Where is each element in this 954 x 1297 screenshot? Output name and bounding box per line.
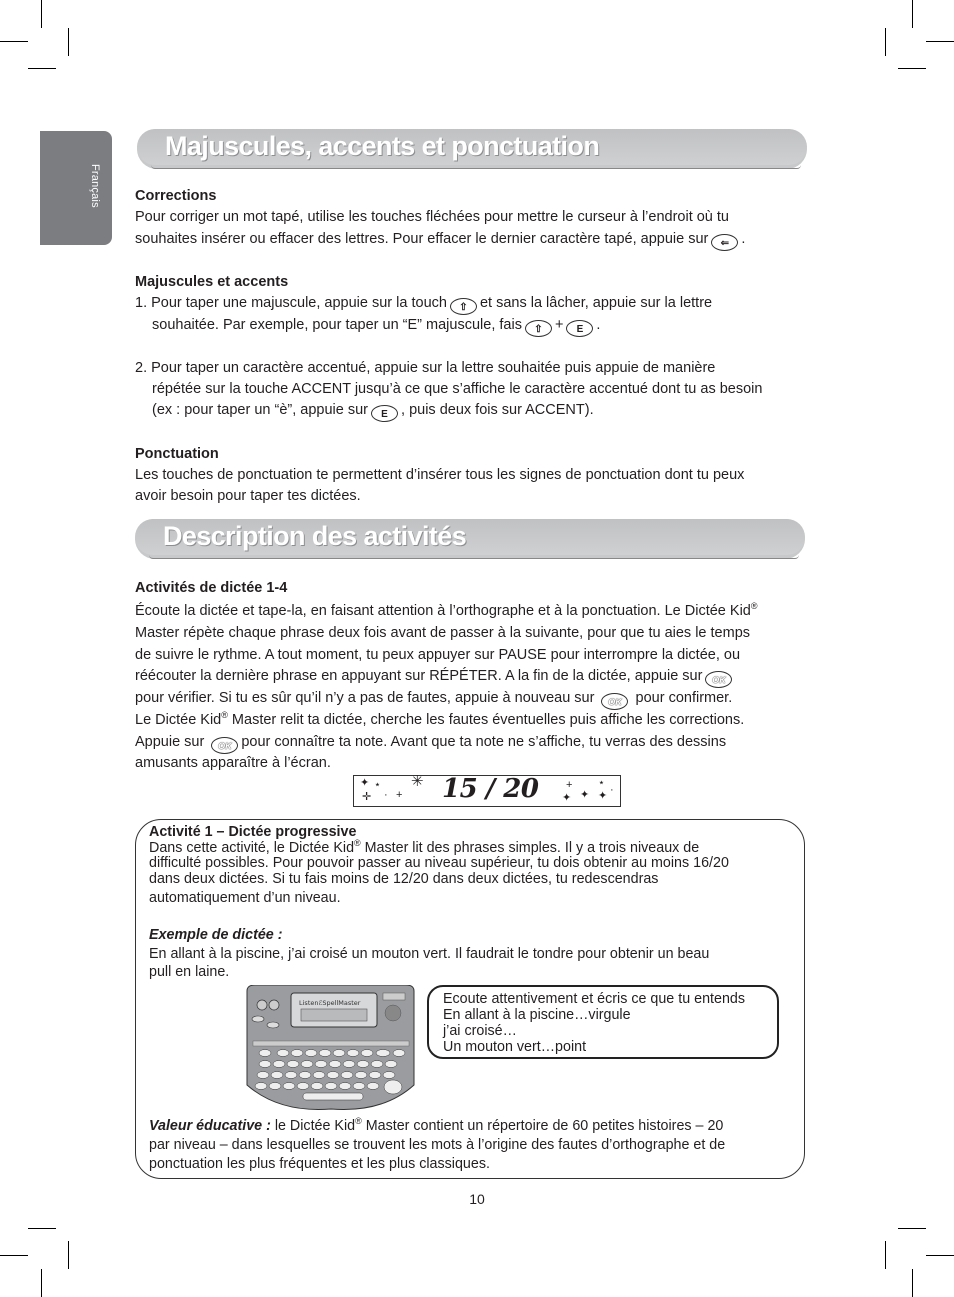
bubble-line: Ecoute attentivement et écris ce que tu entends xyxy=(443,991,746,1007)
majuscules-item2: répétée sur la touche ACCENT jusqu’à ce que s’affiche le caractère accentué dont tu as besoin xyxy=(152,381,763,397)
crop-mark xyxy=(41,1269,42,1297)
section-title: Description des activités xyxy=(163,521,467,551)
crop-mark xyxy=(926,1255,954,1256)
activites-text: réécouter la dernière phrase en appuyant sur RÉPÉTER. A la fin de la dictée, appuie sur OK xyxy=(135,666,735,688)
activites-text: de suivre le rythme. A tout moment, tu peux appuyer sur PAUSE pour interrompre la dictée, ou xyxy=(135,647,741,663)
crop-mark xyxy=(0,41,28,42)
educational-value-text: ponctuation les plus fréquentes et les plus classiques. xyxy=(149,1156,490,1172)
crop-mark xyxy=(885,28,886,56)
star-icon: ✦ xyxy=(598,790,608,802)
example-heading: Exemple de dictée : xyxy=(149,927,283,943)
corrections-text: souhaites insérer ou effacer des lettres. Pour effacer le dernier caractère tapé, appuie sur ⇐ . xyxy=(135,231,746,249)
example-text: En allant à la piscine, j’ai croisé un mouton vert. Il faudrait le tondre pour obtenir un beau xyxy=(149,946,710,962)
e-key-icon: E xyxy=(371,405,398,422)
section-title: Majuscules, accents et ponctuation xyxy=(165,131,600,161)
activites-text: Écoute la dictée et tape-la, en faisant attention à l’orthographe et à la ponctuation. Le Dictée Kid® xyxy=(135,601,758,619)
example-text: pull en laine. xyxy=(149,964,230,980)
page-number: 10 xyxy=(469,1191,485,1207)
dictee-device-illustration xyxy=(243,985,418,1110)
bubble-line: j’ai croisé… xyxy=(443,1023,517,1039)
majuscules-item2: 2. Pour taper un caractère accentué, appuie sur la lettre souhaitée puis appuie de manière xyxy=(135,360,716,376)
svg-text:ListenℰSpellMaster: ListenℰSpellMaster xyxy=(299,999,361,1007)
star-icon: ⋆ xyxy=(374,779,381,791)
crop-mark xyxy=(898,68,926,69)
bubble-line: Un mouton vert…point xyxy=(443,1039,587,1055)
score-value: 15 / 20 xyxy=(442,774,539,804)
star-icon: ⋆ xyxy=(598,777,605,789)
crop-mark xyxy=(0,1255,28,1256)
crop-mark xyxy=(41,0,42,28)
section-banner-activites xyxy=(135,519,805,559)
activity1-text: dans deux dictées. Si tu fais moins de 12/20 dans deux dictées, tu redescendras xyxy=(149,871,659,887)
ok-key-icon: OK xyxy=(211,737,238,754)
language-tab xyxy=(40,131,112,245)
corrections-heading: Corrections xyxy=(135,188,217,204)
educational-value-text: par niveau – dans lesquelles se trouvent les mots à l’origine des fautes d’orthographe et de xyxy=(149,1137,726,1153)
star-icon: · xyxy=(384,789,388,801)
e-key-icon: E xyxy=(566,320,593,337)
star-icon: + xyxy=(396,789,403,801)
activites-text: Appuie sur OK pour connaître ta note. Avant que ta note ne s’affiche, tu verras des dessins xyxy=(135,732,726,754)
corrections-text: Pour corriger un mot tapé, utilise les touches fléchées pour mettre le curseur à l’endroit où tu xyxy=(135,209,729,225)
majuscules-item2: (ex : pour taper un “è”, appuie sur E , puis deux fois sur ACCENT). xyxy=(152,402,594,420)
crop-mark xyxy=(912,0,913,28)
crop-mark xyxy=(28,1228,56,1229)
activity1-text: automatiquement d’un niveau. xyxy=(149,890,341,906)
crop-mark xyxy=(898,1228,926,1229)
activites-text: Master répète chaque phrase deux fois avant de passer à la suivante, pour que tu aies le temps xyxy=(135,625,751,641)
ponctuation-text: Les touches de ponctuation te permettent d’insérer tous les signes de ponctuation dont tu peux xyxy=(135,467,745,483)
bubble-line: En allant à la piscine…virgule xyxy=(443,1007,631,1023)
shift-key-icon: ⇧ xyxy=(525,320,552,337)
crop-mark xyxy=(68,1241,69,1269)
crop-mark xyxy=(926,41,954,42)
star-icon: ✦ xyxy=(360,777,370,789)
crop-mark xyxy=(68,28,69,56)
activity1-title: Activité 1 – Dictée progressive xyxy=(149,824,357,840)
star-icon: ✦ xyxy=(562,792,572,804)
ponctuation-heading: Ponctuation xyxy=(135,446,219,462)
star-icon: ✦ xyxy=(580,789,590,801)
star-icon: ✳ xyxy=(411,773,424,790)
shift-key-icon: ⇧ xyxy=(450,298,477,315)
crop-mark xyxy=(28,68,56,69)
speech-bubble xyxy=(427,985,779,1059)
activity1-text: difficulté possibles. Pour pouvoir passer au niveau supérieur, tu dois obtenir au moins 16/20 xyxy=(149,855,729,871)
majuscules-item1: souhaitée. Par exemple, pour taper un “E” majuscule, fais ⇧ + E . xyxy=(152,317,601,335)
star-icon: · xyxy=(610,784,614,796)
star-icon: ✛ xyxy=(362,791,372,803)
activites-text: amusants apparaître à l’écran. xyxy=(135,755,331,771)
majuscules-heading: Majuscules et accents xyxy=(135,274,289,290)
crop-mark xyxy=(912,1269,913,1297)
language-tab-label: Français xyxy=(89,164,101,208)
activites-heading: Activités de dictée 1-4 xyxy=(135,580,288,596)
score-display xyxy=(353,775,621,807)
star-icon: + xyxy=(566,779,573,791)
activity1-text: Dans cette activité, le Dictée Kid® Master lit des phrases simples. Il y a trois niveaux de xyxy=(149,838,700,856)
educational-value-text: Valeur éducative : le Dictée Kid® Master contient un répertoire de 60 petites histoires – 20 xyxy=(149,1116,724,1134)
section-banner-majuscules xyxy=(137,129,807,169)
ok-key-icon: OK xyxy=(705,671,732,688)
majuscules-item1: 1. Pour taper une majuscule, appuie sur la touch ⇧ et sans la lâcher, appuie sur la lettre xyxy=(135,295,713,313)
activites-text: Le Dictée Kid® Master relit ta dictée, cherche les fautes éventuelles puis affiche les corrections. xyxy=(135,710,745,728)
ok-key-icon: OK xyxy=(601,693,628,710)
activites-text: pour vérifier. Si tu es sûr qu’il n’y a pas de fautes, appuie à nouveau sur OK pour confirmer. xyxy=(135,688,732,710)
backspace-key-icon: ⇐ xyxy=(711,234,738,251)
crop-mark xyxy=(885,1241,886,1269)
ponctuation-text: avoir besoin pour taper tes dictées. xyxy=(135,488,361,504)
